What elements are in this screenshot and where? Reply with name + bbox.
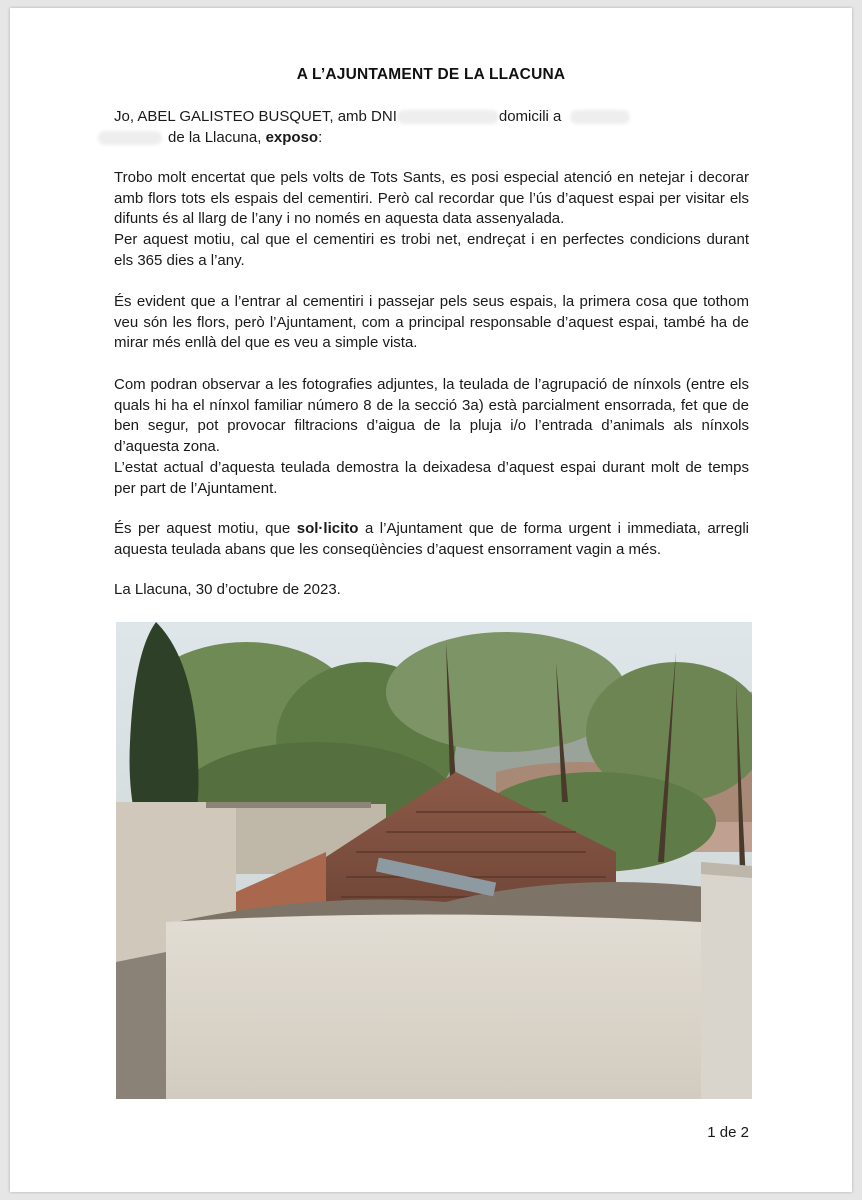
intro-text-a: Jo, ABEL GALISTEO BUSQUET, amb DNI (114, 108, 397, 125)
redacted-address (570, 110, 630, 124)
date-line: La Llacuna, 30 d’octubre de 2023. (114, 581, 341, 598)
paragraph-3b: L’estat actual d’aquesta teulada demostra la deixadesa d’aquest espai durant molt de temps per part de l’Ajuntament. (114, 459, 749, 497)
solicito-bold: sol·licito (296, 520, 359, 537)
intro-paragraph (114, 107, 749, 148)
cemetery-roof-photo (116, 622, 752, 1099)
paragraph-1: Trobo molt encertat que pels volts de Tots Sants, es posi especial atenció en netejar i decorar amb flors tots els espais del cementiri. Però cal recordar que l’ús d’aquest espai per visitar els difunts és al llarg de l’any i no només en aquesta data assenyalada. (114, 169, 749, 228)
redacted-street (98, 131, 162, 145)
document-page (10, 8, 852, 1192)
intro-text-b: domicili a (498, 108, 562, 125)
p4-text-b: a l’Ajuntament que de forma urgent i immediata, arregli aquesta teulada abans que les conseqüències d’aquest ensorrament vagin a més. (114, 520, 749, 558)
redacted-dni (397, 110, 499, 124)
paragraph-4 (114, 519, 749, 560)
page-number: 1 de 2 (707, 1124, 749, 1141)
intro-line-1 (114, 107, 749, 128)
intro-text-c: de la Llacuna, (168, 128, 262, 146)
intro-line-2 (114, 128, 749, 149)
paragraph-2: És evident que a l’entrar al cementiri i passejar pels seus espais, la primera cosa que tothom veu són les flors, però l’Ajuntament, com a principal responsable d’aquest espai, també ha de mirar més enllà del que es veu a simple vista. (114, 293, 749, 352)
document-title: A L’AJUNTAMENT DE LA LLACUNA (296, 66, 566, 83)
exposo-bold: exposo (265, 128, 319, 146)
p4-text-a: És per aquest motiu, que (114, 520, 291, 537)
intro-colon: : (318, 128, 323, 146)
paragraph-1b: Per aquest motiu, cal que el cementiri es trobi net, endreçat i en perfectes condicions durant els 365 dies a l’any. (114, 231, 749, 269)
paragraph-3: Com podran observar a les fotografies adjuntes, la teulada de l’agrupació de nínxols (entre els quals hi ha el nínxol familiar número 8 de la secció 3a) està parcialment ensorrada, fet que de ben segur, pot provocar filtracions d’aigua de la pluja i/o l’entrada d’animals als nínxols d’aquesta zona. (114, 376, 749, 455)
